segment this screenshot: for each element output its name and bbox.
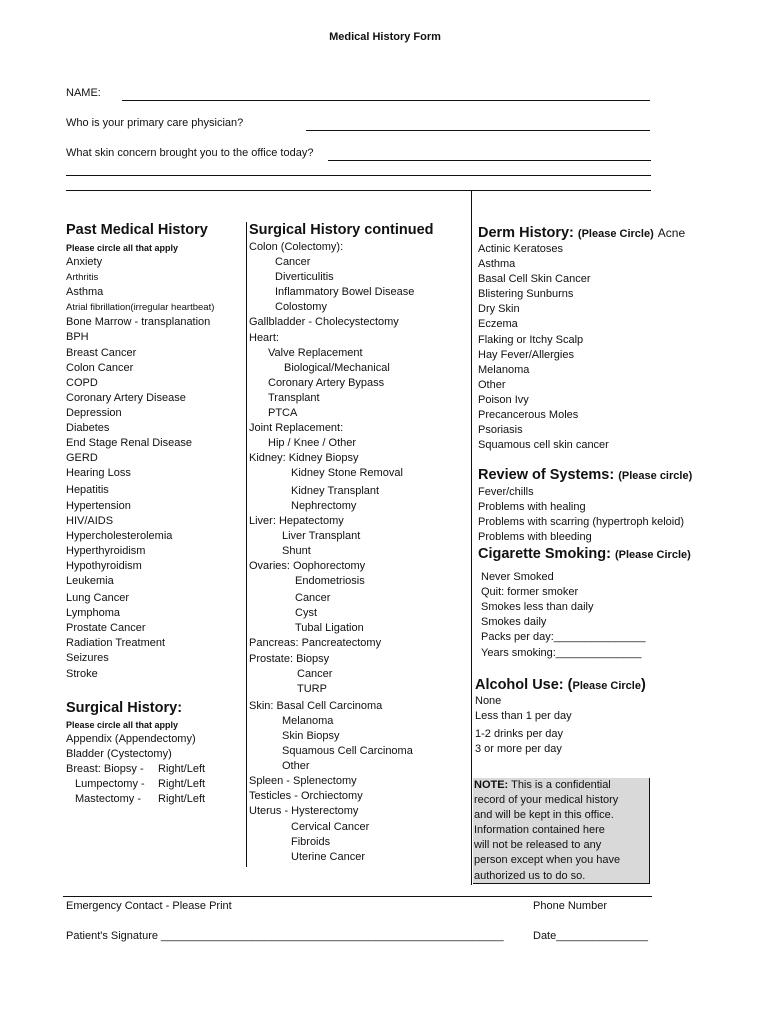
list-item[interactable]: Hay Fever/Allergies	[478, 348, 574, 361]
list-item[interactable]: Uterus - Hysterectomy	[249, 805, 359, 818]
list-item[interactable]: Squamous Cell Carcinoma	[282, 745, 413, 758]
packs-per-day-field[interactable]: Packs per day:_______________	[481, 631, 646, 644]
column-divider-1	[246, 222, 247, 867]
list-item[interactable]: Breast: Biopsy -	[66, 763, 144, 776]
past-medical-list	[66, 255, 214, 682]
list-item[interactable]: Cancer	[275, 256, 311, 269]
footer-rule	[63, 896, 652, 897]
smoking-title: Cigarette Smoking:	[478, 546, 611, 562]
right-left-option[interactable]: Right/Left	[158, 793, 206, 806]
list-item[interactable]: End Stage Renal Disease	[66, 437, 192, 450]
list-item[interactable]: Skin: Basal Cell Carcinoma	[249, 699, 383, 712]
list-item[interactable]: Actinic Keratoses	[478, 243, 563, 255]
list-item[interactable]: Gallbladder - Cholecystectomy	[249, 316, 399, 329]
derm-circle: (Please Circle)	[577, 228, 654, 240]
list-item[interactable]: Bladder (Cystectomy)	[66, 748, 172, 761]
list-item[interactable]: Heart:	[249, 331, 279, 344]
surgical-instruction: Please circle all that apply	[66, 720, 179, 730]
list-item[interactable]: Liver: Hepatectomy	[249, 514, 344, 527]
derm-list	[478, 242, 609, 453]
derm-title: Derm History:	[478, 225, 574, 241]
ros-title-row	[478, 467, 692, 483]
list-item[interactable]: Appendix (Appendectomy)	[66, 733, 196, 745]
list-item[interactable]: Kidney Transplant	[291, 484, 380, 497]
list-item[interactable]: Breast Cancer	[66, 346, 137, 359]
list-item[interactable]: Cervical Cancer	[291, 820, 370, 833]
list-item[interactable]: Seizures	[66, 652, 109, 665]
list-item[interactable]: Psoriasis	[478, 424, 523, 437]
note-line: record of your medical history	[474, 794, 619, 807]
list-item[interactable]: PTCA	[268, 407, 298, 420]
list-item[interactable]: Stroke	[66, 667, 98, 680]
years-smoking-field[interactable]: Years smoking:______________	[481, 647, 642, 660]
list-item[interactable]: Diverticulitis	[275, 271, 334, 284]
name-label: NAME:	[66, 87, 101, 99]
list-item[interactable]: Arthritis	[66, 272, 99, 284]
derm-first-item[interactable]: Acne	[657, 226, 686, 240]
list-item[interactable]: Tubal Ligation	[295, 622, 364, 635]
list-item[interactable]: Problems with healing	[478, 501, 586, 514]
list-item[interactable]: Anxiety	[66, 256, 103, 268]
list-item[interactable]: Cancer	[295, 592, 331, 605]
list-item[interactable]: Hyperthyroidism	[66, 544, 146, 557]
signature-field[interactable]: Patient's Signature ________________________________________________________	[66, 930, 504, 942]
concern-label: What skin concern brought you to the office today?	[66, 147, 314, 159]
right-left-list	[158, 762, 205, 807]
note-line: and will be kept in this office.	[474, 809, 614, 822]
note-line: person except when you have	[474, 854, 621, 867]
list-item[interactable]: None	[475, 695, 502, 707]
list-item[interactable]: Melanoma	[282, 714, 334, 727]
list-item[interactable]: Colostomy	[275, 301, 327, 314]
list-item[interactable]: Inflammatory Bowel Disease	[275, 286, 415, 299]
list-item[interactable]: Asthma	[478, 258, 516, 271]
ros-list	[478, 485, 684, 545]
past-medical-title: Past Medical History	[66, 222, 208, 238]
list-item[interactable]: Blistering Sunburns	[478, 288, 574, 301]
alcohol-title: Alcohol Use: (	[475, 677, 573, 693]
emergency-contact-label: Emergency Contact - Please Print	[66, 900, 232, 912]
list-item[interactable]: Shunt	[282, 544, 311, 557]
list-item[interactable]: Mastectomy -	[75, 793, 142, 806]
list-item[interactable]: Hip / Knee / Other	[268, 437, 357, 450]
smoking-list	[481, 570, 646, 662]
list-item[interactable]: Spleen - Splenectomy	[249, 775, 357, 788]
list-item[interactable]: Never Smoked	[481, 571, 554, 583]
list-item[interactable]: Squamous cell skin cancer	[478, 439, 609, 452]
list-item[interactable]: Lumpectomy -	[75, 778, 145, 791]
column-divider-2	[471, 190, 472, 885]
physician-field[interactable]	[306, 130, 650, 131]
surgical-continued-list	[249, 240, 414, 865]
list-item[interactable]: Kidney Stone Removal	[291, 467, 403, 480]
list-item[interactable]: Coronary Artery Disease	[66, 391, 186, 404]
alcohol-close: )	[640, 677, 646, 693]
list-item[interactable]: BPH	[66, 331, 89, 344]
smoking-title-row	[478, 546, 691, 562]
list-item[interactable]: Pancreas: Pancreatectomy	[249, 637, 382, 650]
list-item[interactable]: Hypercholesterolemia	[66, 529, 173, 542]
list-item[interactable]: Prostate: Biopsy	[249, 652, 330, 665]
list-item[interactable]: HIV/AIDS	[66, 514, 114, 527]
list-item[interactable]: Cancer	[297, 667, 333, 680]
list-item[interactable]: Ovaries: Oophorectomy	[249, 559, 366, 572]
list-item[interactable]: Quit: former smoker	[481, 586, 579, 599]
smoking-circle: (Please Circle)	[614, 549, 691, 561]
list-item[interactable]: Liver Transplant	[282, 529, 361, 542]
list-item[interactable]: Less than 1 per day	[475, 710, 572, 723]
ros-circle: (Please circle)	[618, 470, 693, 482]
list-item[interactable]: Leukemia	[66, 574, 114, 587]
list-item[interactable]: Poison Ivy	[478, 393, 529, 406]
list-item[interactable]: Dry Skin	[478, 303, 520, 316]
list-item[interactable]: Hypothyroidism	[66, 559, 142, 572]
list-item[interactable]: Problems with bleeding	[478, 531, 592, 544]
list-item[interactable]: TURP	[297, 682, 327, 695]
list-item[interactable]: 3 or more per day	[475, 743, 562, 756]
list-item[interactable]: Other	[478, 378, 506, 391]
list-item[interactable]: Flaking or Itchy Scalp	[478, 333, 584, 346]
list-item[interactable]: GERD	[66, 452, 98, 465]
list-item[interactable]: Nephrectomy	[291, 499, 357, 512]
phone-number-label: Phone Number	[533, 900, 607, 912]
list-item[interactable]: Bone Marrow - transplanation	[66, 316, 211, 329]
concern-line-2[interactable]	[66, 175, 651, 176]
surgical-title: Surgical History:	[66, 700, 183, 716]
note-line: Information contained here	[474, 824, 605, 837]
list-item[interactable]: Atrial fibrillation(irregular heartbeat)	[66, 302, 215, 314]
list-item[interactable]: Biological/Mechanical	[284, 361, 390, 374]
list-item[interactable]: Valve Replacement	[268, 346, 363, 359]
alcohol-title-row	[475, 677, 646, 693]
list-item[interactable]: Fibroids	[291, 835, 331, 848]
note-prefix: NOTE:	[474, 779, 509, 791]
list-item[interactable]: Colon Cancer	[66, 361, 134, 374]
list-item[interactable]: Other	[282, 760, 310, 773]
list-item[interactable]: Transplant	[268, 391, 320, 404]
list-item[interactable]: Coronary Artery Bypass	[268, 376, 385, 389]
name-field[interactable]	[122, 100, 650, 101]
list-item[interactable]: Colon (Colectomy):	[249, 241, 344, 253]
ros-title: Review of Systems:	[478, 467, 615, 483]
list-item[interactable]: Uterine Cancer	[291, 850, 365, 863]
date-field[interactable]: Date_______________	[533, 930, 649, 942]
list-item[interactable]: Asthma	[66, 286, 104, 299]
list-item[interactable]: 1-2 drinks per day	[475, 728, 564, 741]
list-item[interactable]: COPD	[66, 376, 98, 389]
concern-line-3[interactable]	[66, 190, 651, 191]
list-item[interactable]: Lung Cancer	[66, 592, 129, 605]
past-medical-instruction: Please circle all that apply	[66, 243, 179, 253]
list-item[interactable]: Precancerous Moles	[478, 409, 579, 422]
list-item[interactable]: Endometriosis	[295, 575, 365, 588]
list-item[interactable]: Fever/chills	[478, 486, 534, 498]
list-item[interactable]: Kidney: Kidney Biopsy	[249, 452, 359, 465]
note-line: This is a confidential	[511, 779, 611, 791]
list-item[interactable]: Radiation Treatment	[66, 637, 166, 650]
list-item[interactable]: Skin Biopsy	[282, 730, 340, 742]
list-item[interactable]: Diabetes	[66, 422, 110, 435]
list-item[interactable]: Eczema	[478, 318, 518, 331]
list-item[interactable]: Smokes less than daily	[481, 601, 594, 614]
derm-title-row	[478, 225, 685, 241]
list-item[interactable]: Prostate Cancer	[66, 622, 146, 635]
right-left-option[interactable]: Right/Left	[158, 763, 206, 775]
list-item[interactable]: Problems with scarring (hypertroph keloid)	[478, 516, 685, 529]
list-item[interactable]: Hepatitis	[66, 484, 109, 497]
right-left-option[interactable]: Right/Left	[158, 778, 206, 791]
note-line: authorized us to do so.	[474, 869, 586, 882]
list-item[interactable]: Smokes daily	[481, 616, 547, 629]
note-line: will not be released to any	[474, 839, 602, 852]
alcohol-list	[475, 694, 572, 757]
surgical-continued-title: Surgical History continued	[249, 222, 434, 238]
page-title: Medical History Form	[329, 31, 441, 43]
list-item[interactable]: Cyst	[295, 607, 317, 620]
confidential-note	[473, 778, 650, 884]
list-item[interactable]: Hypertension	[66, 499, 131, 512]
list-item[interactable]: Joint Replacement:	[249, 422, 344, 435]
physician-label: Who is your primary care physician?	[66, 117, 244, 129]
list-item[interactable]: Lymphoma	[66, 607, 121, 620]
list-item[interactable]: Hearing Loss	[66, 467, 131, 480]
list-item[interactable]: Testicles - Orchiectomy	[249, 790, 363, 803]
list-item[interactable]: Melanoma	[478, 363, 530, 376]
alcohol-circle: Please Circle	[572, 680, 641, 692]
concern-field[interactable]	[328, 160, 651, 161]
list-item[interactable]: Depression	[66, 406, 122, 419]
list-item[interactable]: Basal Cell Skin Cancer	[478, 273, 591, 286]
